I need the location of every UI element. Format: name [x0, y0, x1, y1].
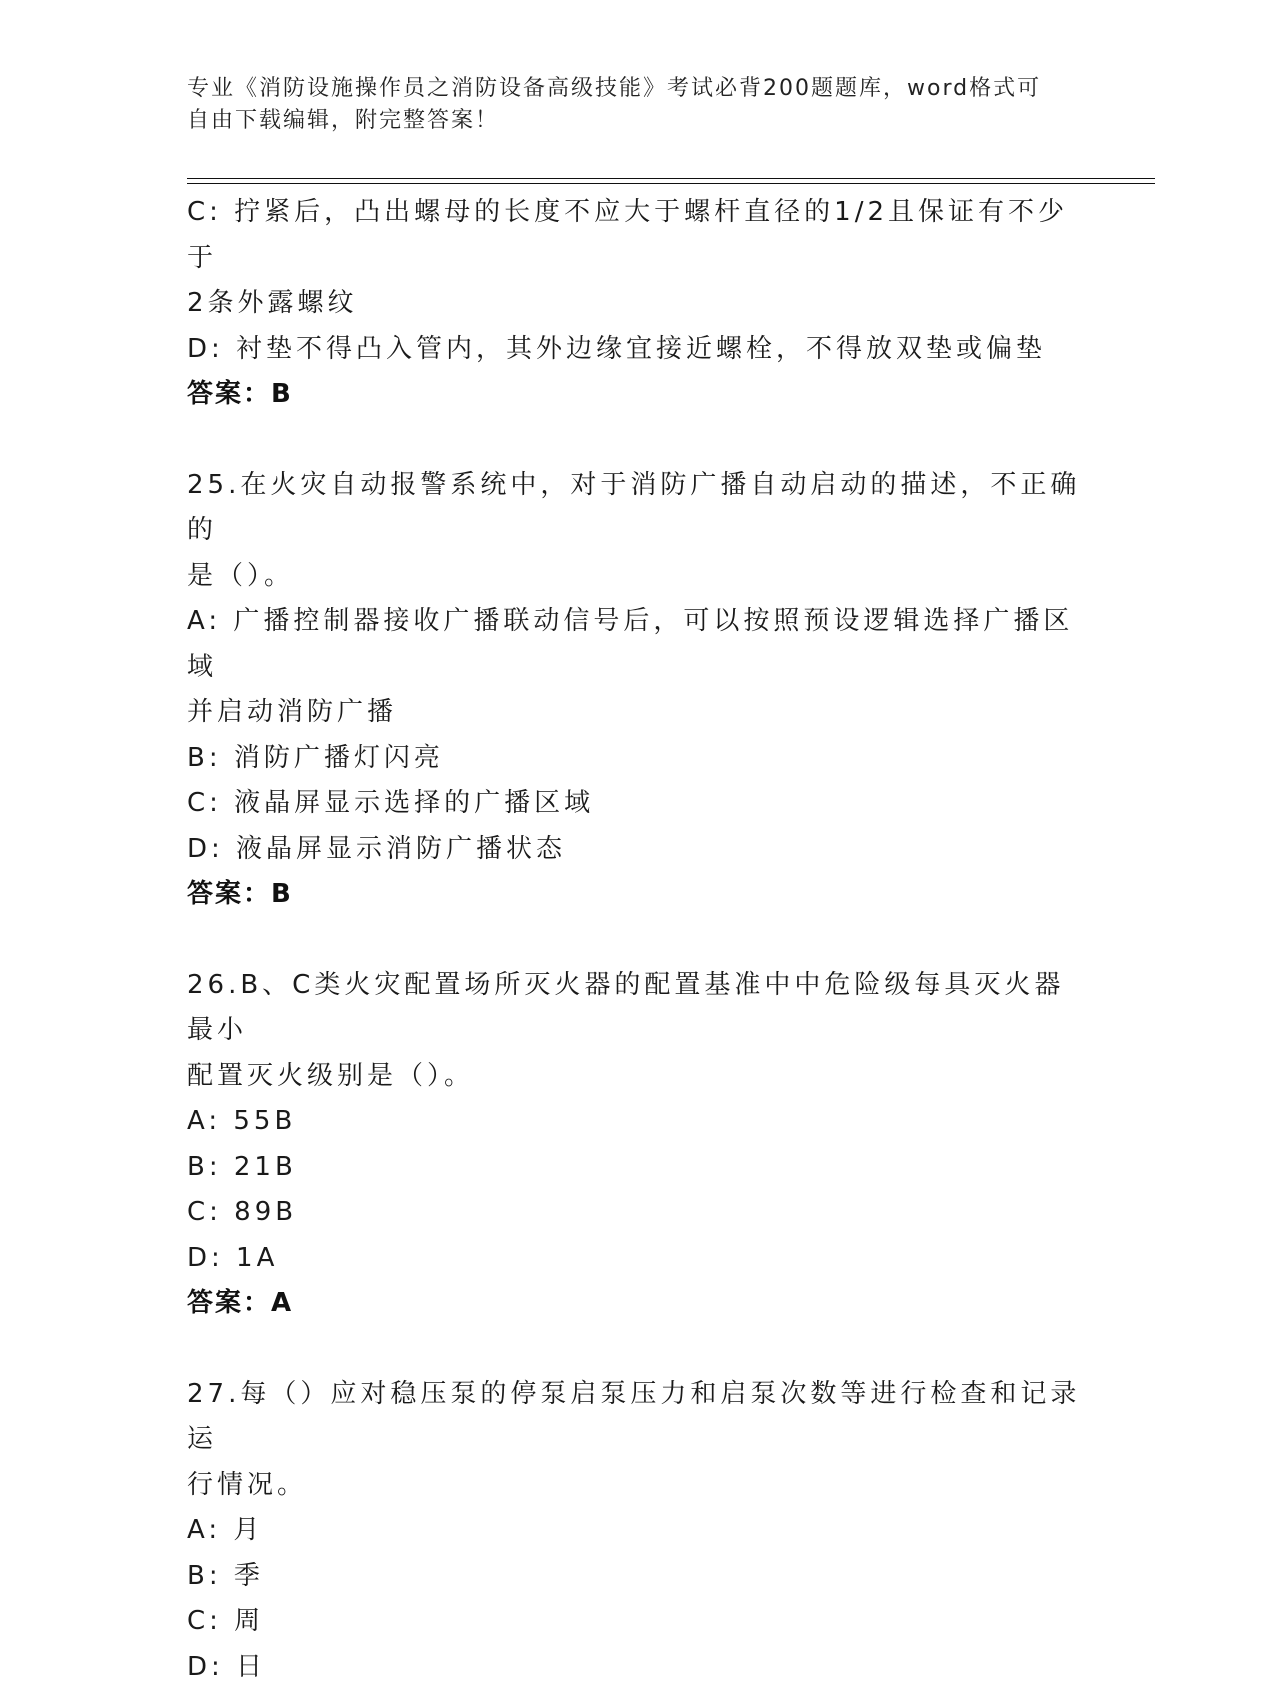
q25-answer: 答案：B	[187, 872, 1087, 918]
q24-option-c-line-2: 2条外露螺纹	[187, 281, 1087, 327]
q27-option-a: A: 月	[187, 1508, 1087, 1554]
q26-stem-line-2: 配置灭火级别是（）。	[187, 1054, 1087, 1100]
q25-option-b: B: 消防广播灯闪亮	[187, 736, 1087, 782]
q25-stem-line-2: 是（）。	[187, 554, 1087, 600]
header-line-2: 自由下载编辑，附完整答案！	[187, 105, 1067, 137]
q26-stem-line-1: 26.B、C类火灾配置场所灭火器的配置基准中中危险级每具灭火器最小	[187, 963, 1087, 1054]
q27-option-b: B: 季	[187, 1554, 1087, 1600]
q26-option-b: B: 21B	[187, 1145, 1087, 1191]
q26-option-a: A: 55B	[187, 1099, 1087, 1145]
q27-stem-line-2: 行情况。	[187, 1463, 1087, 1509]
question-content	[187, 190, 1087, 1690]
q24-answer: 答案：B	[187, 372, 1087, 418]
page-header	[187, 73, 1067, 137]
q27-option-c: C: 周	[187, 1599, 1087, 1645]
header-divider-bottom	[187, 183, 1155, 184]
q27-stem-line-1: 27.每（）应对稳压泵的停泵启泵压力和启泵次数等进行检查和记录运	[187, 1372, 1087, 1463]
q24-option-c-line-1: C: 拧紧后，凸出螺母的长度不应大于螺杆直径的1/2且保证有不少于	[187, 190, 1087, 281]
q25-option-d: D: 液晶屏显示消防广播状态	[187, 827, 1087, 873]
q24-option-d: D: 衬垫不得凸入管内，其外边缘宜接近螺栓，不得放双垫或偏垫	[187, 327, 1087, 373]
q26-answer: 答案：A	[187, 1281, 1087, 1327]
header-line-1: 专业《消防设施操作员之消防设备高级技能》考试必背200题题库，word格式可	[187, 73, 1067, 105]
question-27	[187, 1372, 1087, 1690]
q25-option-c: C: 液晶屏显示选择的广播区域	[187, 781, 1087, 827]
q26-option-c: C: 89B	[187, 1190, 1087, 1236]
q25-stem-line-1: 25.在火灾自动报警系统中，对于消防广播自动启动的描述，不正确的	[187, 463, 1087, 554]
header-divider-top	[187, 178, 1155, 179]
question-25	[187, 463, 1087, 918]
question-26	[187, 963, 1087, 1327]
question-24-tail	[187, 190, 1087, 418]
q26-option-d: D: 1A	[187, 1236, 1087, 1282]
q27-option-d: D: 日	[187, 1645, 1087, 1690]
q25-option-a-line-1: A: 广播控制器接收广播联动信号后，可以按照预设逻辑选择广播区域	[187, 599, 1087, 690]
q25-option-a-line-2: 并启动消防广播	[187, 690, 1087, 736]
